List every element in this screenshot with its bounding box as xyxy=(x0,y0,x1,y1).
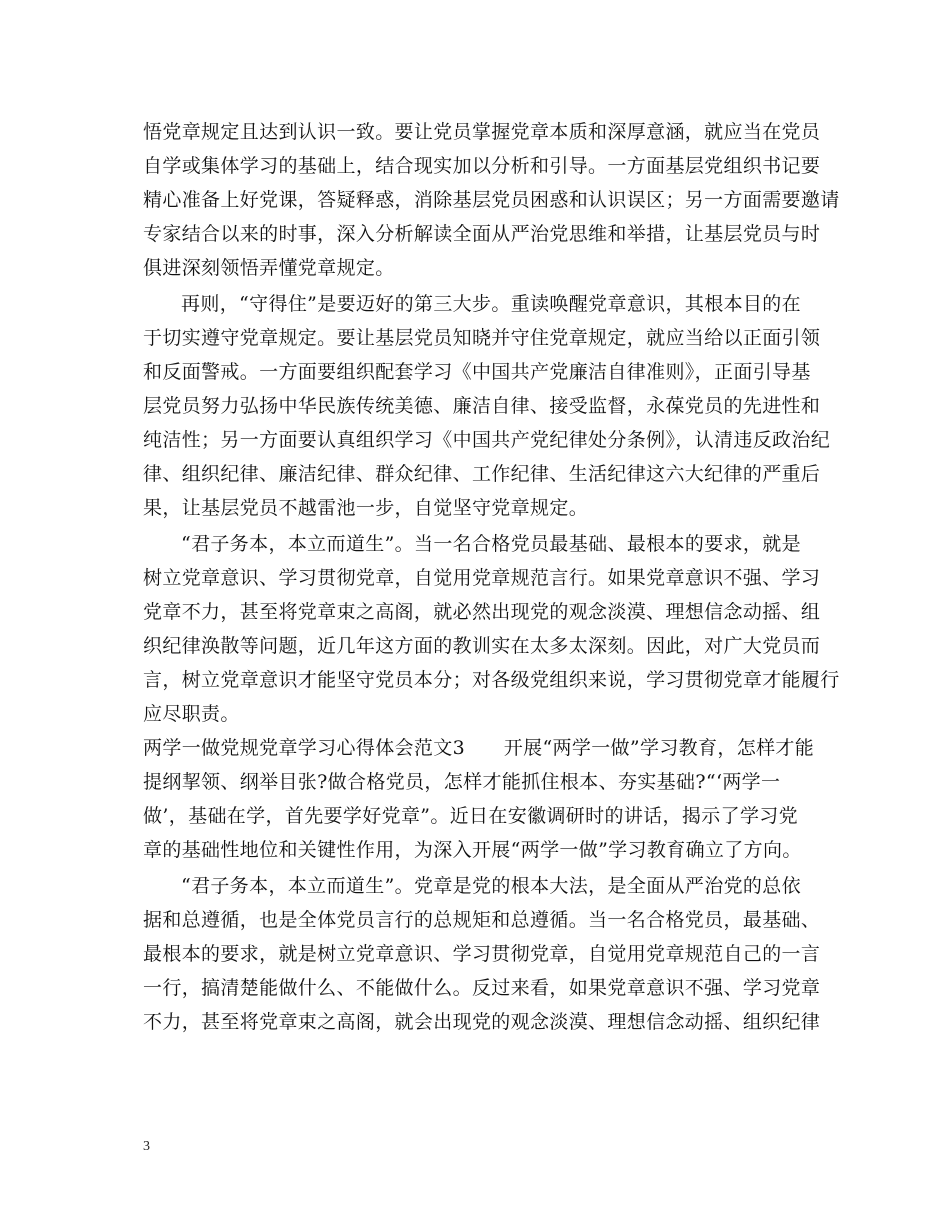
text-line: 精心准备上好党课，答疑释惑，消除基层党员困惑和认识误区；另一方面需要邀请 xyxy=(143,189,840,211)
section-heading-line: 两学一做党规党章学习心得体会范文3 开展“两学一做”学习教育，怎样才能 xyxy=(143,737,815,759)
text-line: 不力，甚至将党章束之高阁，就会出现党的观念淡漠、理想信念动摇、组织纪律 xyxy=(143,1011,821,1033)
text-line: 专家结合以来的时事，深入分析解读全面从严治党思维和举措，让基层党员与时 xyxy=(143,223,821,245)
text-line: 俱进深刻领悟弄懂党章规定。 xyxy=(143,257,395,279)
text-line: 党章不力，甚至将党章束之高阁，就必然出现党的观念淡漠、理想信念动摇、组 xyxy=(143,601,821,623)
text-line: 据和总遵循，也是全体党员言行的总规矩和总遵循。当一名合格党员，最基础、 xyxy=(143,909,821,931)
text-line: 织纪律涣散等问题，近几年这方面的教训实在太多太深刻。因此，对广大党员而 xyxy=(143,635,821,657)
text-line: 律、组织纪律、廉洁纪律、群众纪律、工作纪律、生活纪律这六大纪律的严重后 xyxy=(143,463,821,485)
page-number: 3 xyxy=(143,1139,150,1154)
paragraph-start-line: “君子务本，本立而道生”。当一名合格党员最基础、最根本的要求，就是 xyxy=(181,533,801,555)
text-line: 果，让基层党员不越雷池一步，自觉坚守党章规定。 xyxy=(143,497,589,519)
paragraph-start-line: 再则，“守得住”是要迈好的第三大步。重读唤醒党章意识，其根本目的在 xyxy=(181,293,801,315)
text-line: 于切实遵守党章规定。要让基层党员知晓并守住党章规定，就应当给以正面引领 xyxy=(143,327,821,349)
text-line: 提纲挈领、纲举目张?做合格党员，怎样才能抓住根本、夯实基础?“‘两学一 xyxy=(143,771,781,793)
text-line: 应尽职责。 xyxy=(143,703,240,725)
text-line: 做’，基础在学，首先要学好党章”。近日在安徽调研时的讲话，揭示了学习党 xyxy=(143,805,799,827)
text-line: 章的基础性地位和关键性作用，为深入开展“两学一做”学习教育确立了方向。 xyxy=(143,839,802,861)
text-line: 最根本的要求，就是树立党章意识、学习贯彻党章，自觉用党章规范自己的一言 xyxy=(143,943,821,965)
text-line: 一行，搞清楚能做什么、不能做什么。反过来看，如果党章意识不强、学习党章 xyxy=(143,977,821,999)
text-line: 层党员努力弘扬中华民族传统美德、廉洁自律、接受监督，永葆党员的先进性和 xyxy=(143,395,821,417)
text-line: 和反面警戒。一方面要组织配套学习《中国共产党廉洁自律准则》，正面引导基 xyxy=(143,361,811,383)
text-line: 纯洁性；另一方面要认真组织学习《中国共产党纪律处分条例》，认清违反政治纪 xyxy=(143,429,831,451)
text-line: 言，树立党章意识才能坚守党员本分；对各级党组织来说，学习贯彻党章才能履行 xyxy=(143,669,840,691)
text-line: 悟党章规定且达到认识一致。要让党员掌握党章本质和深厚意涵，就应当在党员 xyxy=(143,121,821,143)
text-line: 自学或集体学习的基础上，结合现实加以分析和引导。一方面基层党组织书记要 xyxy=(143,155,821,177)
paragraph-start-line: “君子务本，本立而道生”。党章是党的根本大法，是全面从严治党的总依 xyxy=(181,875,801,897)
text-line: 树立党章意识、学习贯彻党章，自觉用党章规范言行。如果党章意识不强、学习 xyxy=(143,567,821,589)
